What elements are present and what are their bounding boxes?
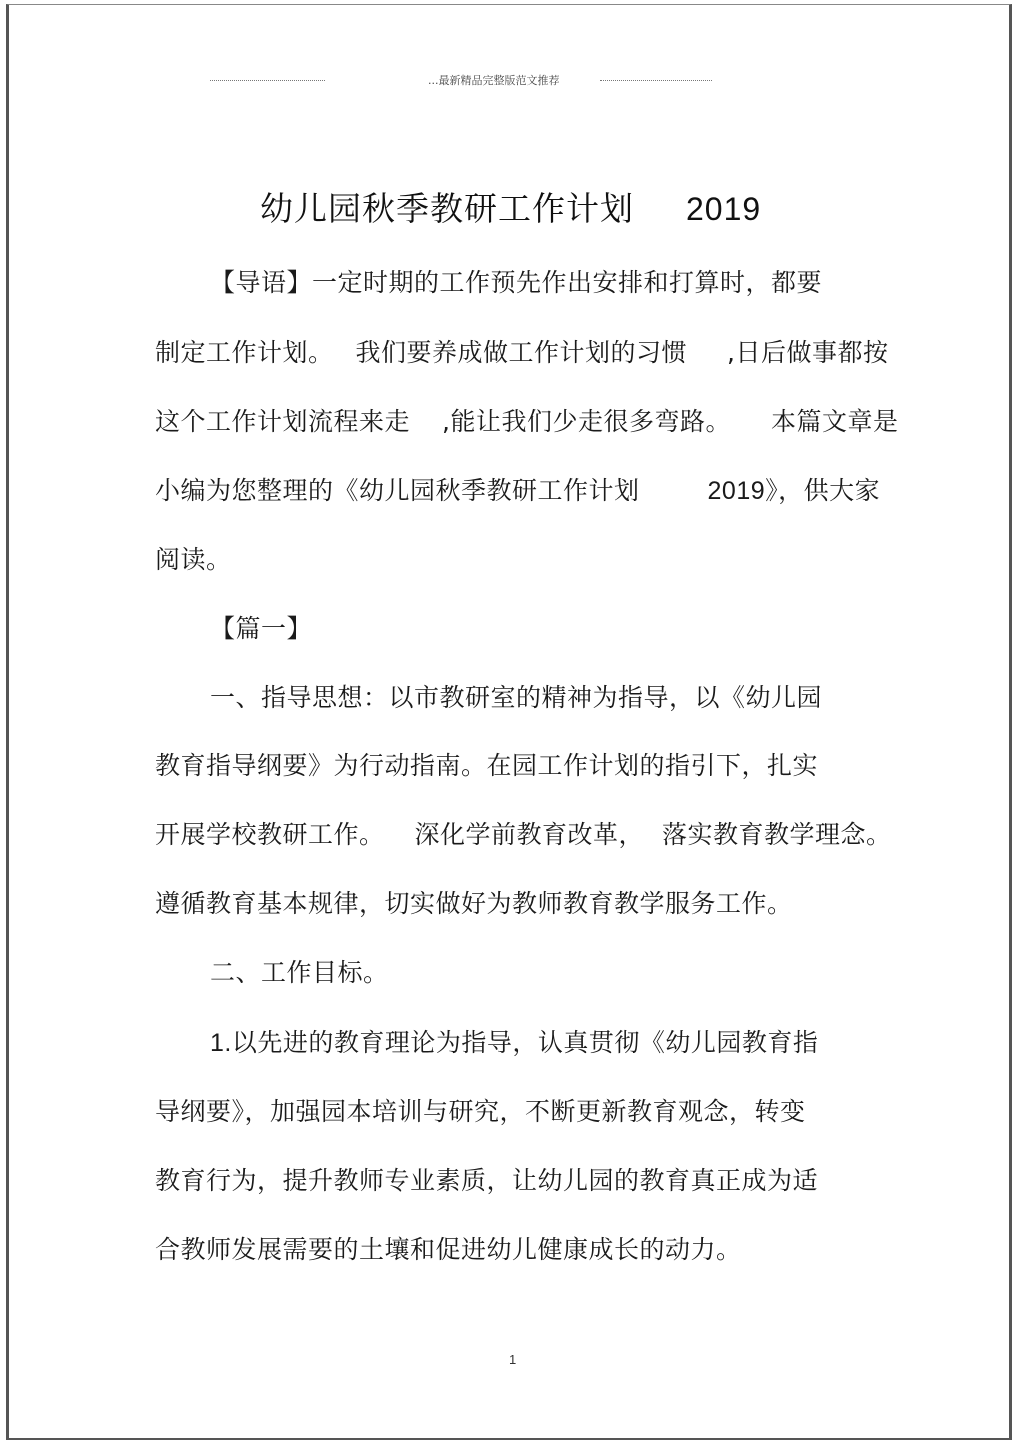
line-segment: 制定工作计划。: [155, 338, 334, 367]
line-segment: 这个工作计划流程来走: [155, 407, 411, 436]
line-segment: ,能让我们少走很多弯路。: [442, 407, 731, 436]
paragraph-line: [155, 333, 888, 369]
document-title: [260, 183, 761, 230]
line-segment: 2019》，供大家: [707, 477, 881, 505]
paragraph-line: 合教师发展需要的土壤和促进幼儿健康成长的动力。: [155, 1235, 742, 1264]
line-segment: 深化学前教育改革，: [414, 820, 645, 849]
paragraph-line: [155, 402, 898, 438]
paragraph-line: 阅读。: [155, 545, 232, 574]
header-dotted-line-right: [600, 80, 712, 81]
paragraph-line: 导纲要》，加强园本培训与研究，不断更新教育观念，转变: [155, 1097, 806, 1126]
paragraph-line: 遵循教育基本规律，切实做好为教师教育教学服务工作。: [155, 889, 793, 918]
header-dotted-line-left: [210, 80, 325, 81]
header-text: ...最新精品完整版范文推荐: [428, 74, 560, 87]
section-heading: 二、工作目标。: [210, 958, 389, 987]
paragraph-line: [210, 1023, 818, 1059]
title-text: 幼儿园秋季教研工作计划: [260, 189, 634, 228]
line-segment: 本篇文章是: [770, 407, 899, 436]
line-segment: 以先进的教育理论为指导，认真贯彻《幼儿园教育指: [231, 1028, 819, 1057]
paragraph-line: 【导语】一定时期的工作预先作出安排和打算时，都要: [210, 268, 823, 297]
line-segment: 开展学校教研工作。: [155, 820, 385, 849]
list-number: 1.: [210, 1029, 232, 1057]
line-segment: ,日后做事都按: [727, 338, 889, 367]
line-segment: 小编为您整理的《幼儿园秋季教研工作计划: [155, 476, 640, 505]
paragraph-line: [155, 471, 880, 507]
paragraph-line: 一、指导思想：以市教研室的精神为指导，以《幼儿园: [210, 683, 823, 712]
paragraph-line: 教育指导纲要》为行动指南。在园工作计划的指引下，扎实: [155, 751, 819, 780]
line-segment: 落实教育教学理念。: [662, 820, 892, 849]
title-year: 2019: [686, 191, 762, 227]
page-number: 1: [509, 1352, 517, 1367]
section-heading: 【篇一】: [210, 614, 313, 643]
paragraph-line: 教育行为，提升教师专业素质，让幼儿园的教育真正成为适: [155, 1166, 819, 1195]
line-segment: 我们要养成做工作计划的习惯: [355, 338, 688, 367]
paragraph-line: [155, 815, 892, 851]
